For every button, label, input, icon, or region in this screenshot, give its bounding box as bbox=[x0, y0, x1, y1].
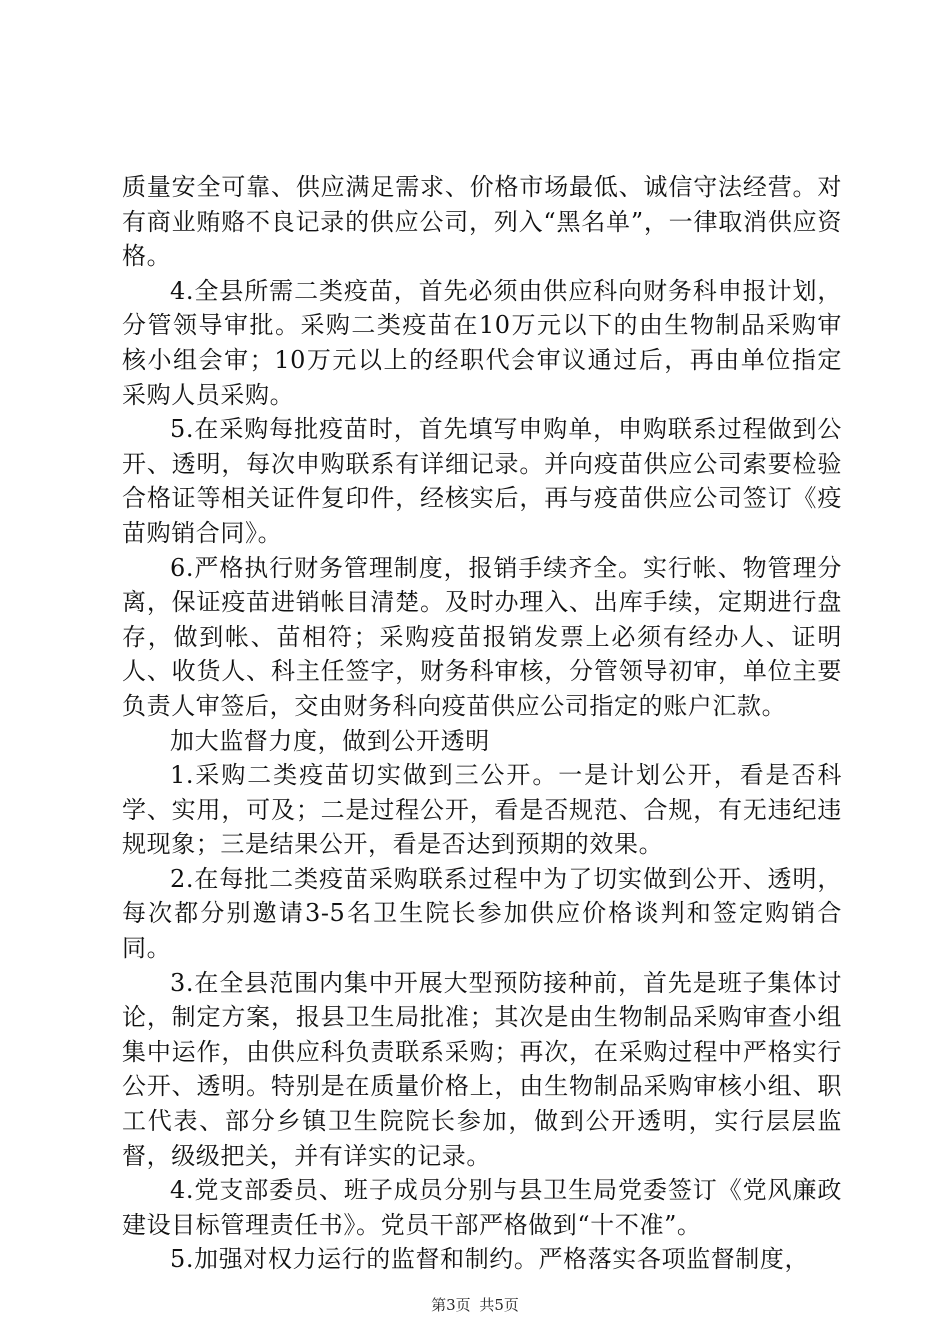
paragraph-9: 4.党支部委员、班子成员分别与县卫生局党委签订《党风廉政建设目标管理责任书》。党员干部严格做到“十不准”。 bbox=[122, 1176, 842, 1239]
paragraph-1: 质量安全可靠、供应满足需求、价格市场最低、诚信守法经营。对有商业贿赂不良记录的供应公司，列入“黑名单”，一律取消供应资格。 bbox=[122, 173, 842, 271]
paragraph-10: 5.加强对权力运行的监督和制约。严格落实各项监督制度， bbox=[170, 1245, 810, 1274]
paragraph-8: 3.在全县范围内集中开展大型预防接种前，首先是班子集体讨论，制定方案，报县卫生局批准；其次是由生物制品采购审查小组集中运作，由供应科负责联系采购；再次，在采购过程中严格实行公开、透明。特别是在质量价格上，由生物制品采购审核小组、职工代表、部分乡镇卫生院院长参加，做到公开透明，实行层层监督，级级把关，并有详实的记录。 bbox=[122, 968, 842, 1170]
page-footer bbox=[0, 1294, 950, 1315]
paragraph-4: 6.严格执行财务管理制度，报销手续齐全。实行帐、物管理分离，保证疫苗进销帐目清楚。及时办理入、出库手续，定期进行盘存，做到帐、苗相符；采购疫苗报销发票上必须有经办人、证明人、收货人、科主任签字，财务科审核，分管领导初审，单位主要负责人审签后，交由财务科向疫苗供应公司指定的账户汇款。 bbox=[122, 553, 842, 720]
paragraph-3: 5.在采购每批疫苗时，首先填写申购单，申购联系过程做到公开、透明，每次申购联系有详细记录。并向疫苗供应公司索要检验合格证等相关证件复印件，经核实后，再与疫苗供应公司签订《疫苗购销合同》。 bbox=[122, 415, 842, 547]
paragraph-6: 1.采购二类疫苗切实做到三公开。一是计划公开，看是否科学、实用，可及；二是过程公开，看是否规范、合规，有无违纪违规现象；三是结果公开，看是否达到预期的效果。 bbox=[122, 761, 842, 859]
paragraph-7: 2.在每批二类疫苗采购联系过程中为了切实做到公开、透明，每次都分别邀请3-5名卫生院长参加供应价格谈判和签定购销合同。 bbox=[122, 864, 842, 963]
page-total: 共5页 bbox=[479, 1296, 519, 1314]
paragraph-2: 4.全县所需二类疫苗，首先必须由供应科向财务科申报计划，分管领导审批。采购二类疫苗在10万元以下的由生物制品采购审核小组会审；10万元以上的经职代会审议通过后，再由单位指定采购人员采购。 bbox=[122, 276, 842, 409]
page-number: 第3页 bbox=[431, 1296, 471, 1314]
section-heading: 加大监督力度，做到公开透明 bbox=[170, 726, 490, 755]
document-body bbox=[122, 170, 842, 1277]
